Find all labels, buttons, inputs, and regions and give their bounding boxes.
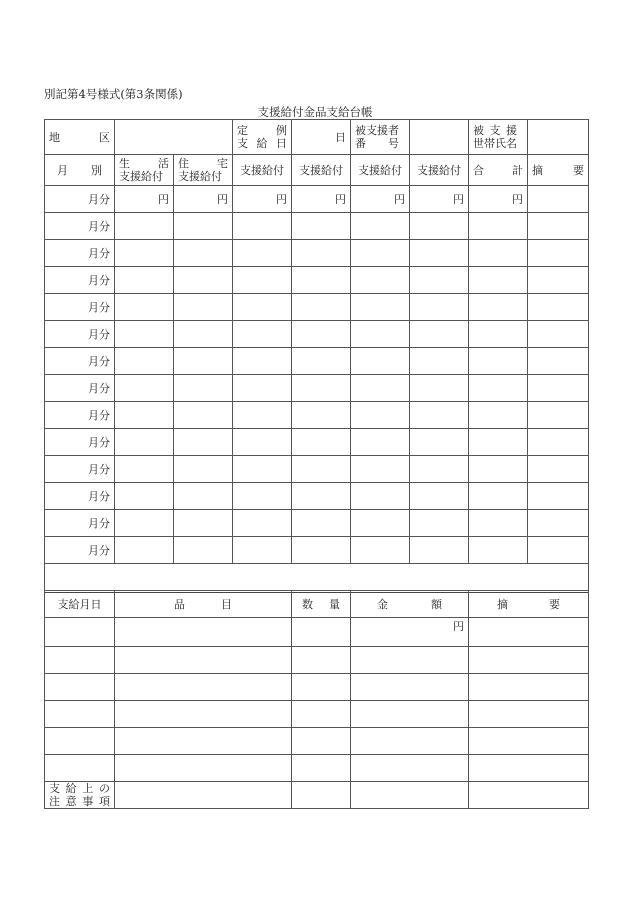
ledger-cell[interactable] [469,537,528,564]
ledger-cell[interactable] [528,213,589,240]
remarks-cell[interactable] [528,186,589,213]
month-label: 月分 [45,213,115,240]
ledger-cell[interactable] [233,429,292,456]
ledger-cell[interactable] [174,375,233,402]
ledger-table [44,119,589,593]
support-header-2: 支援給付 [292,155,351,186]
item-cell[interactable] [469,728,589,755]
ledger-cell[interactable] [351,240,410,267]
item-cell[interactable] [45,728,115,755]
ledger-cell[interactable] [292,510,351,537]
item-cell[interactable] [351,701,469,728]
ledger-cell[interactable] [410,483,469,510]
item-row [45,618,589,647]
ledger-cell[interactable] [410,456,469,483]
ledger-cell[interactable] [351,294,410,321]
date-cell[interactable] [45,618,115,647]
ledger-cell[interactable] [174,267,233,294]
ledger-cell[interactable] [351,348,410,375]
notes-remarks-cell[interactable] [469,782,589,809]
item-cell[interactable] [469,701,589,728]
header-row-1 [45,120,589,155]
month-row [45,429,589,456]
ledger-cell[interactable] [528,402,589,429]
yen-unit[interactable]: 円 [410,186,469,213]
ledger-cell[interactable] [115,456,174,483]
item-cell[interactable] [45,647,115,674]
ledger-cell[interactable] [469,267,528,294]
ledger-cell[interactable] [469,375,528,402]
item-cell[interactable] [292,674,351,701]
household-head-label: 被 支 援 世帯氏名 [469,120,528,155]
month-label: 月分 [45,537,115,564]
item-rows [45,647,589,782]
item-cell[interactable] [469,647,589,674]
month-row [45,267,589,294]
yen-unit[interactable]: 円 [292,186,351,213]
ledger-cell[interactable] [469,321,528,348]
item-cell[interactable] [115,755,292,782]
ledger-cell[interactable] [115,348,174,375]
ledger-cell[interactable] [469,483,528,510]
ledger-cell[interactable] [115,429,174,456]
item-cell[interactable] [115,728,292,755]
district-value[interactable] [115,120,233,155]
ledger-cell[interactable] [410,402,469,429]
scheduled-date-label: 定 例 支 給 日 [233,120,292,155]
month-label: 月分 [45,321,115,348]
ledger-cell[interactable] [115,294,174,321]
ledger-cell[interactable] [469,240,528,267]
ledger-cell[interactable] [233,294,292,321]
ledger-cell[interactable] [292,348,351,375]
notes-quantity-cell[interactable] [292,782,351,809]
yen-unit[interactable]: 円 [174,186,233,213]
item-cell[interactable] [469,755,589,782]
item-cell[interactable] [351,674,469,701]
ledger-cell[interactable] [528,483,589,510]
ledger-cell[interactable] [292,267,351,294]
month-row [45,456,589,483]
ledger-cell[interactable] [469,294,528,321]
item-cell[interactable] [292,755,351,782]
ledger-cell[interactable] [528,240,589,267]
notes-label: 支 給 上 の 注 意 事 項 [45,782,115,809]
item-cell[interactable] [292,728,351,755]
ledger-cell[interactable] [174,456,233,483]
district-label: 地 区 [45,120,115,155]
ledger-cell[interactable] [115,375,174,402]
item-cell[interactable] [115,647,292,674]
ledger-cell[interactable] [410,375,469,402]
item-cell[interactable] [45,701,115,728]
ledger-cell[interactable] [115,321,174,348]
ledger-cell[interactable] [351,537,410,564]
item-cell[interactable] [115,701,292,728]
month-label: 月分 [45,375,115,402]
ledger-cell[interactable] [233,267,292,294]
amount-yen[interactable]: 円 [351,618,469,647]
ledger-cell[interactable] [528,348,589,375]
ledger-cell[interactable] [528,429,589,456]
ledger-cell[interactable] [233,375,292,402]
month-label: 月分 [45,348,115,375]
ledger-cell[interactable] [174,510,233,537]
living-support-header: 生 活 支援給付 [115,155,174,186]
item-cell[interactable] [351,647,469,674]
ledger-cell[interactable] [351,429,410,456]
ledger-cell[interactable] [292,294,351,321]
yen-unit[interactable]: 円 [233,186,292,213]
yen-unit[interactable]: 円 [351,186,410,213]
ledger-cell[interactable] [469,213,528,240]
item-cell[interactable] [292,701,351,728]
item-header: 品 目 [115,591,292,618]
remarks-cell[interactable] [469,618,589,647]
ledger-cell[interactable] [233,456,292,483]
ledger-cell[interactable] [115,537,174,564]
ledger-cell[interactable] [233,240,292,267]
month-rows [45,213,589,564]
ledger-cell[interactable] [292,402,351,429]
ledger-cell[interactable] [233,321,292,348]
ledger-cell[interactable] [410,213,469,240]
ledger-cell[interactable] [174,348,233,375]
item-cell[interactable] [469,674,589,701]
ledger-cell[interactable] [528,294,589,321]
ledger-cell[interactable] [469,402,528,429]
item-cell[interactable] [115,618,292,647]
ledger-cell[interactable] [351,267,410,294]
item-cell[interactable] [45,755,115,782]
date-header: 支給月日 [45,591,115,618]
ledger-cell[interactable] [351,321,410,348]
item-cell[interactable] [351,755,469,782]
household-head-value[interactable] [528,120,589,155]
support-header-3: 支援給付 [351,155,410,186]
ledger-cell[interactable] [528,375,589,402]
items-table [44,590,589,809]
ledger-cell[interactable] [410,321,469,348]
month-row [45,213,589,240]
ledger-cell[interactable] [115,510,174,537]
ledger-cell[interactable] [410,240,469,267]
ledger-cell[interactable] [174,429,233,456]
ledger-cell[interactable] [351,510,410,537]
ledger-cell[interactable] [174,294,233,321]
ledger-cell[interactable] [469,456,528,483]
month-row [45,483,589,510]
item-cell[interactable] [115,674,292,701]
yen-unit[interactable]: 円 [469,186,528,213]
ledger-cell[interactable] [292,240,351,267]
support-header-1: 支援給付 [233,155,292,186]
ledger-cell[interactable] [115,240,174,267]
item-row [45,701,589,728]
ledger-cell[interactable] [233,213,292,240]
month-row [45,375,589,402]
month-label: 月分 [45,402,115,429]
notes-cell[interactable] [115,782,292,809]
month-label: 月分 [45,186,115,213]
month-row [45,321,589,348]
month-label: 月分 [45,483,115,510]
ledger-cell[interactable] [292,321,351,348]
item-row [45,755,589,782]
month-header: 月 別 [45,155,115,186]
month-row [45,294,589,321]
month-row [45,348,589,375]
ledger-cell[interactable] [351,483,410,510]
housing-support-header: 住 宅 支援給付 [174,155,233,186]
ledger-cell[interactable] [292,537,351,564]
ledger-cell[interactable] [351,213,410,240]
ledger-cell[interactable] [115,402,174,429]
support-header-4: 支援給付 [410,155,469,186]
item-cell[interactable] [292,647,351,674]
ledger-cell[interactable] [351,456,410,483]
ledger-cell[interactable] [174,402,233,429]
ledger-cell[interactable] [469,429,528,456]
ledger-cell[interactable] [410,267,469,294]
ledger-cell[interactable] [115,483,174,510]
month-label: 月分 [45,510,115,537]
day-label: 日 [292,120,351,155]
month-row [45,240,589,267]
month-label: 月分 [45,456,115,483]
month-label: 月分 [45,429,115,456]
month-label: 月分 [45,267,115,294]
recipient-number-value[interactable] [410,120,469,155]
ledger-cell[interactable] [174,213,233,240]
item-row [45,674,589,701]
ledger-cell[interactable] [292,483,351,510]
month-row [45,186,589,213]
ledger-cell[interactable] [233,348,292,375]
remarks-header: 摘 要 [469,591,589,618]
item-cell[interactable] [45,674,115,701]
ledger-cell[interactable] [528,321,589,348]
ledger-cell[interactable] [528,267,589,294]
ledger-cell[interactable] [174,537,233,564]
ledger-cell[interactable] [528,510,589,537]
ledger-cell[interactable] [528,456,589,483]
month-row [45,402,589,429]
month-row [45,537,589,564]
form-title: 支援給付金品支給台帳 [257,105,373,119]
ledger-cell[interactable] [115,213,174,240]
notes-amount-cell[interactable] [351,782,469,809]
ledger-cell[interactable] [233,402,292,429]
yen-unit[interactable]: 円 [115,186,174,213]
ledger-cell[interactable] [233,483,292,510]
ledger-cell[interactable] [174,483,233,510]
ledger-cell[interactable] [469,510,528,537]
quantity-cell[interactable] [292,618,351,647]
ledger-cell[interactable] [410,510,469,537]
item-cell[interactable] [351,728,469,755]
ledger-cell[interactable] [469,348,528,375]
items-header-row [45,591,589,618]
ledger-cell[interactable] [351,402,410,429]
form-caption: 別記第4号様式(第3条関係) [44,87,183,101]
notes-row [45,782,589,809]
ledger-cell[interactable] [115,267,174,294]
ledger-cell[interactable] [410,348,469,375]
column-header-row [45,155,589,186]
ledger-cell[interactable] [292,429,351,456]
ledger-cell[interactable] [410,294,469,321]
month-label: 月分 [45,294,115,321]
ledger-cell[interactable] [528,537,589,564]
quantity-header: 数 量 [292,591,351,618]
month-label: 月分 [45,240,115,267]
ledger-cell[interactable] [410,429,469,456]
separator-cell [45,564,589,592]
ledger-cell[interactable] [410,537,469,564]
recipient-number-label: 被支援者 番 号 [351,120,410,155]
ledger-cell[interactable] [292,375,351,402]
ledger-cell[interactable] [174,240,233,267]
amount-header: 金 額 [351,591,469,618]
ledger-cell[interactable] [233,510,292,537]
ledger-cell[interactable] [351,375,410,402]
ledger-cell[interactable] [174,321,233,348]
total-header: 合 計 [469,155,528,186]
month-row [45,510,589,537]
ledger-cell[interactable] [233,537,292,564]
ledger-cell[interactable] [292,456,351,483]
remarks-header: 摘 要 [528,155,589,186]
item-row [45,647,589,674]
ledger-cell[interactable] [292,213,351,240]
separator-row [45,564,589,592]
item-row [45,728,589,755]
